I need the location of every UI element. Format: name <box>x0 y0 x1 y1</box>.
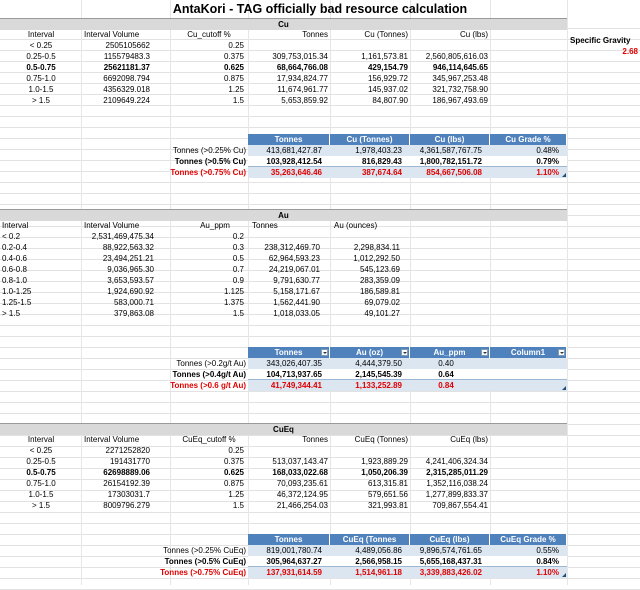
au-cell[interactable]: 0.4-0.6 <box>2 254 27 263</box>
cueq-cell[interactable]: 70,093,235.61 <box>276 479 328 488</box>
summary-header-cueq-1[interactable]: CuEq (Tonnes <box>330 534 410 545</box>
grid-column-line <box>170 0 171 585</box>
summary-header-au-0[interactable]: Tonnes <box>248 347 330 358</box>
au-cell[interactable]: 3,653,593.57 <box>107 276 154 285</box>
cu-cell[interactable]: 0.75-1.0 <box>26 74 56 83</box>
cu-cell[interactable]: 345,967,253.48 <box>432 74 488 83</box>
cu-cell[interactable]: 11,674,961.77 <box>277 85 328 94</box>
summary-value-cueq[interactable]: 0.84% <box>536 557 559 566</box>
summary-value-cu[interactable]: 387,674.64 <box>361 168 402 177</box>
cueq-cell[interactable]: 0.625 <box>223 468 244 477</box>
cu-cell[interactable]: 17,934,824.77 <box>276 74 328 83</box>
au-cell[interactable]: 23,494,251.21 <box>102 254 154 263</box>
summary-label-au: Tonnes (>0.2g/t Au) <box>176 359 246 368</box>
summary-value-cueq[interactable]: 3,339,883,426.02 <box>419 568 482 577</box>
summary-value-au[interactable]: 0.64 <box>438 370 454 379</box>
grid-row <box>0 183 640 194</box>
cu-cell[interactable]: 68,664,766.08 <box>276 63 328 72</box>
summary-value-cueq[interactable]: 819,001,780.74 <box>266 546 322 555</box>
au-cell[interactable]: 238,312,469.70 <box>264 243 320 252</box>
grid-column-line <box>81 0 82 585</box>
au-cell[interactable]: 1.125 <box>223 287 244 296</box>
summary-header-cu-2[interactable]: Cu (lbs) <box>410 134 490 145</box>
au-cell[interactable]: 1,012,292.50 <box>353 254 400 263</box>
cu-cell[interactable]: 84,807.90 <box>372 96 408 105</box>
cueq-cell[interactable]: 1,050,206.39 <box>361 468 408 477</box>
grid-column-line <box>248 0 249 585</box>
summary-value-cueq[interactable]: 1.10% <box>536 568 559 577</box>
summary-label-au: Tonnes (>0.4g/t Au) <box>172 370 246 379</box>
au-cell[interactable]: 1.5 <box>232 309 244 318</box>
au-cell[interactable]: 69,079.02 <box>364 298 400 307</box>
column-header-au-2: Au_ppm <box>200 221 230 230</box>
au-cell[interactable]: 1,924,690.92 <box>107 287 154 296</box>
column-header-cueq-2: CuEq_cutoff % <box>182 435 236 444</box>
grid-row <box>0 194 640 205</box>
table-resize-handle[interactable] <box>562 386 566 390</box>
summary-value-cueq[interactable]: 137,931,614.59 <box>266 568 322 577</box>
cueq-cell[interactable]: 0.5-0.75 <box>26 468 56 477</box>
cueq-cell[interactable]: 26154192.39 <box>103 479 150 488</box>
au-cell[interactable]: 0.7 <box>232 265 244 274</box>
column-header-cueq-5: CuEq (lbs) <box>450 435 488 444</box>
summary-label-cueq: Tonnes (>0.5% CuEq) <box>164 557 246 566</box>
cueq-cell[interactable]: > 1.5 <box>31 501 50 510</box>
au-cell[interactable]: 379,863.08 <box>113 309 154 318</box>
cueq-cell[interactable]: 0.75-1.0 <box>26 479 56 488</box>
au-cell[interactable]: 5,158,171.67 <box>273 287 320 296</box>
summary-value-cueq[interactable]: 2,566,958.15 <box>355 557 402 566</box>
filter-dropdown-icon[interactable] <box>558 349 565 356</box>
summary-header-cueq-3[interactable]: CuEq Grade % <box>490 534 567 545</box>
au-cell[interactable]: 62,964,593.23 <box>268 254 320 263</box>
cueq-cell[interactable]: 1,352,116,038.24 <box>426 479 488 488</box>
filter-dropdown-icon[interactable] <box>481 349 488 356</box>
summary-value-cu[interactable]: 103,928,412.54 <box>266 157 322 166</box>
cueq-cell[interactable]: 1,277,899,833.37 <box>425 490 488 499</box>
grid-row <box>0 117 640 128</box>
summary-value-au[interactable] <box>490 369 559 380</box>
summary-header-cu-3[interactable]: Cu Grade % <box>490 134 567 145</box>
column-header-cueq-0: Interval <box>27 435 55 444</box>
summary-label-cueq: Tonnes (>0.25% CuEq) <box>163 546 246 555</box>
au-cell[interactable]: 49,101.27 <box>364 309 400 318</box>
cu-cell[interactable]: 0.875 <box>223 74 244 83</box>
cueq-cell[interactable]: 513,037,143.47 <box>272 457 328 466</box>
au-cell[interactable]: 283,359.09 <box>359 276 400 285</box>
column-header-cu-4: Cu (Tonnes) <box>364 30 408 39</box>
au-cell[interactable]: 186,589.81 <box>359 287 400 296</box>
summary-value-cueq[interactable]: 5,655,168,437.31 <box>419 557 482 566</box>
cu-cell[interactable]: 0.5-0.75 <box>26 63 56 72</box>
au-cell[interactable]: 1,018,033.05 <box>273 309 320 318</box>
au-cell[interactable] <box>252 231 320 242</box>
sheet-title: AntaKori - TAG officially bad resource calculation <box>172 2 468 16</box>
column-header-cueq-1: Interval Volume <box>84 435 140 444</box>
table-resize-handle[interactable] <box>562 173 566 177</box>
column-header-au-4: Au (ounces) <box>334 221 378 230</box>
au-cell[interactable]: 2,298,834.11 <box>353 243 400 252</box>
au-cell[interactable]: 24,219,067.01 <box>268 265 320 274</box>
cu-cell[interactable]: 115579483.3 <box>103 52 150 61</box>
grid-row <box>0 513 640 524</box>
cueq-cell[interactable]: 1,923,889.29 <box>361 457 408 466</box>
cu-cell[interactable]: 156,929.72 <box>367 74 408 83</box>
specific-gravity-label: Specific Gravity <box>570 36 631 45</box>
summary-value-cueq[interactable]: 9,896,574,761.65 <box>419 546 482 555</box>
cu-cell[interactable]: 1.0-1.5 <box>28 85 54 94</box>
grid-column-line <box>490 0 491 585</box>
cu-cell[interactable]: 0.25 <box>228 41 244 50</box>
grid-column-line <box>410 0 411 585</box>
au-cell[interactable]: 0.9 <box>232 276 244 285</box>
column-header-cu-0: Interval <box>27 30 55 39</box>
cu-cell[interactable]: 2109649.224 <box>103 96 150 105</box>
summary-value-au[interactable] <box>490 358 559 369</box>
summary-value-cu[interactable]: 1,978,403.23 <box>355 146 402 155</box>
cu-cell[interactable]: 2,560,805,616.03 <box>425 52 488 61</box>
summary-header-cueq-0[interactable]: Tonnes <box>248 534 330 545</box>
summary-value-cu[interactable]: 4,361,587,767.75 <box>419 146 482 155</box>
summary-value-cu[interactable]: 0.48% <box>536 146 559 155</box>
summary-value-cueq[interactable]: 0.55% <box>536 546 559 555</box>
summary-header-cu-0[interactable]: Tonnes <box>248 134 330 145</box>
cu-cell[interactable]: 0.25-0.5 <box>26 52 56 61</box>
cueq-cell[interactable]: 0.875 <box>223 479 244 488</box>
summary-label-cu: Tonnes (>0.75% Cu) <box>170 168 246 177</box>
grid-row <box>0 326 640 337</box>
au-cell[interactable]: 0.8-1.0 <box>2 276 27 285</box>
column-header-cu-3: Tonnes <box>302 30 328 39</box>
au-cell[interactable]: 0.6-0.8 <box>2 265 27 274</box>
au-cell[interactable]: 9,791,630.77 <box>273 276 320 285</box>
summary-value-cu[interactable]: 1.10% <box>536 168 559 177</box>
summary-value-cueq[interactable]: 4,489,056.86 <box>355 546 402 555</box>
summary-value-au[interactable] <box>490 380 559 391</box>
grid-row <box>0 403 640 414</box>
cu-cell[interactable]: 946,114,645.65 <box>432 63 488 72</box>
cueq-cell[interactable]: 8009796.279 <box>103 501 150 510</box>
cu-cell[interactable]: 25621181.37 <box>103 63 150 72</box>
column-header-cueq-4: CuEq (Tonnes) <box>354 435 408 444</box>
au-cell[interactable] <box>334 231 400 242</box>
column-header-cu-5: Cu (lbs) <box>459 30 488 39</box>
summary-value-au[interactable]: 2,145,545.39 <box>355 370 402 379</box>
cueq-cell[interactable]: 1.5 <box>232 501 244 510</box>
summary-value-au[interactable]: 104,713,937.65 <box>266 370 322 379</box>
column-header-au-0: Interval <box>2 221 29 230</box>
cueq-cell[interactable] <box>252 445 328 456</box>
cueq-cell[interactable] <box>414 445 488 456</box>
au-cell[interactable]: 1.0-1.25 <box>2 287 32 296</box>
cueq-cell[interactable]: 1.0-1.5 <box>28 490 54 499</box>
section-header-au: Au <box>0 209 567 221</box>
column-header-au-1: Interval Volume <box>84 221 140 230</box>
summary-value-cu[interactable]: 1,800,782,151.72 <box>419 157 482 166</box>
summary-value-au[interactable]: 4,444,379.50 <box>355 359 402 368</box>
au-cell[interactable]: 583,000.71 <box>113 298 154 307</box>
summary-value-cu[interactable]: 0.79% <box>536 157 559 166</box>
au-cell[interactable]: < 0.2 <box>2 232 21 241</box>
summary-value-cueq[interactable]: 1,514,961.18 <box>355 568 402 577</box>
cu-cell[interactable]: 2505105662 <box>105 41 150 50</box>
cu-cell[interactable]: 309,753,015.34 <box>272 52 328 61</box>
au-cell[interactable]: 1.25-1.5 <box>2 298 32 307</box>
cu-cell[interactable]: 321,732,758.90 <box>432 85 488 94</box>
cu-cell[interactable]: 0.375 <box>223 52 244 61</box>
cueq-cell[interactable]: 0.375 <box>223 457 244 466</box>
summary-label-cueq: Tonnes (>0.75% CuEq) <box>160 568 246 577</box>
table-resize-handle[interactable] <box>562 573 566 577</box>
au-cell[interactable]: 545,123.69 <box>359 265 400 274</box>
summary-value-cu[interactable]: 413,681,427.87 <box>266 146 322 155</box>
filter-dropdown-icon[interactable] <box>401 349 408 356</box>
summary-header-cueq-2[interactable]: CuEq (lbs) <box>410 534 490 545</box>
cu-cell[interactable]: 145,937.02 <box>367 85 408 94</box>
cu-cell[interactable]: 1,161,573.81 <box>361 52 408 61</box>
filter-dropdown-icon[interactable] <box>321 349 328 356</box>
cu-cell[interactable]: 6692098.794 <box>103 74 150 83</box>
au-cell[interactable]: 0.5 <box>232 254 244 263</box>
cueq-cell[interactable]: 21,466,254.03 <box>276 501 328 510</box>
summary-value-au[interactable]: 41,749,344.41 <box>270 381 322 390</box>
au-cell[interactable]: 9,036,965.30 <box>107 265 154 274</box>
cueq-cell[interactable]: 1.25 <box>228 490 244 499</box>
cueq-cell[interactable]: 0.25-0.5 <box>26 457 56 466</box>
cueq-cell[interactable]: 2,315,285,011.29 <box>426 468 488 477</box>
cueq-cell[interactable]: 17303031.7 <box>107 490 150 499</box>
cueq-cell[interactable]: 46,372,124.95 <box>276 490 328 499</box>
section-header-cu: Cu <box>0 18 567 30</box>
summary-value-au[interactable]: 343,026,407.35 <box>266 359 322 368</box>
grid-row <box>0 392 640 403</box>
cueq-cell[interactable]: 191431770 <box>109 457 150 466</box>
grid-column-line <box>330 0 331 585</box>
grid-row <box>0 106 640 117</box>
cueq-cell[interactable]: 0.25 <box>228 446 244 455</box>
au-cell[interactable]: 0.3 <box>232 243 244 252</box>
cueq-cell[interactable]: 2271252820 <box>105 446 150 455</box>
cu-cell[interactable]: < 0.25 <box>29 41 53 50</box>
cu-cell[interactable] <box>334 40 408 51</box>
cueq-cell[interactable]: 168,033,022.68 <box>272 468 328 477</box>
column-header-cueq-3: Tonnes <box>302 435 328 444</box>
au-cell[interactable]: 88,922,563.32 <box>102 243 154 252</box>
specific-gravity-value[interactable]: 2.68 <box>622 47 638 56</box>
column-header-cu-1: Interval Volume <box>84 30 140 39</box>
summary-value-cu[interactable]: 854,667,506.08 <box>426 168 482 177</box>
summary-value-au[interactable]: 0.84 <box>438 381 454 390</box>
cueq-cell[interactable]: 321,993.81 <box>367 501 408 510</box>
summary-label-au: Tonnes (>0.6 g/t Au) <box>170 381 246 390</box>
cu-cell[interactable] <box>252 40 328 51</box>
cu-cell[interactable]: 1.25 <box>228 85 244 94</box>
summary-label-cu: Tonnes (>0.25% Cu) <box>172 146 246 155</box>
au-cell[interactable]: 0.2 <box>232 232 244 241</box>
cu-cell[interactable]: 5,653,859.92 <box>281 96 328 105</box>
au-cell[interactable]: 0.2-0.4 <box>2 243 27 252</box>
summary-header-au-3[interactable]: Column1 <box>490 347 567 358</box>
au-cell[interactable]: > 1.5 <box>2 309 21 318</box>
cueq-cell[interactable] <box>334 445 408 456</box>
au-cell[interactable]: 1,562,441.90 <box>273 298 320 307</box>
au-cell[interactable]: 2,531,469,475.34 <box>91 232 154 241</box>
cu-cell[interactable]: > 1.5 <box>31 96 50 105</box>
cu-cell[interactable] <box>414 40 488 51</box>
column-header-cu-2: Cu_cutoff % <box>187 30 231 39</box>
summary-header-au-2[interactable]: Au_ppm <box>410 347 490 358</box>
cueq-cell[interactable]: 579,651.56 <box>367 490 408 499</box>
summary-value-au[interactable]: 1,133,252.89 <box>355 381 402 390</box>
summary-header-cu-1[interactable]: Cu (Tonnes) <box>330 134 410 145</box>
cu-cell[interactable]: 1.5 <box>232 96 244 105</box>
summary-label-cu: Tonnes (>0.5% Cu) <box>174 157 246 166</box>
cu-cell[interactable]: 0.625 <box>223 63 244 72</box>
cu-cell[interactable]: 4356329.018 <box>103 85 150 94</box>
cueq-cell[interactable]: < 0.25 <box>29 446 53 455</box>
cu-cell[interactable]: 429,154.79 <box>367 63 408 72</box>
summary-value-cu[interactable]: 816,829.43 <box>361 157 402 166</box>
summary-value-cueq[interactable]: 305,964,637.27 <box>266 557 322 566</box>
cueq-cell[interactable]: 613,315.81 <box>367 479 408 488</box>
summary-value-cu[interactable]: 35,263,646.46 <box>270 168 322 177</box>
section-header-cueq: CuEq <box>0 423 567 435</box>
cueq-cell[interactable]: 62698889.06 <box>103 468 150 477</box>
grid-column-line <box>567 0 568 585</box>
cu-cell[interactable]: 186,967,493.69 <box>432 96 488 105</box>
cueq-cell[interactable]: 709,867,554.41 <box>432 501 488 510</box>
summary-value-au[interactable]: 0.40 <box>438 359 454 368</box>
summary-header-au-1[interactable]: Au (oz) <box>330 347 410 358</box>
column-header-au-3: Tonnes <box>252 221 278 230</box>
au-cell[interactable]: 1.375 <box>223 298 244 307</box>
cueq-cell[interactable]: 4,241,406,324.34 <box>425 457 488 466</box>
